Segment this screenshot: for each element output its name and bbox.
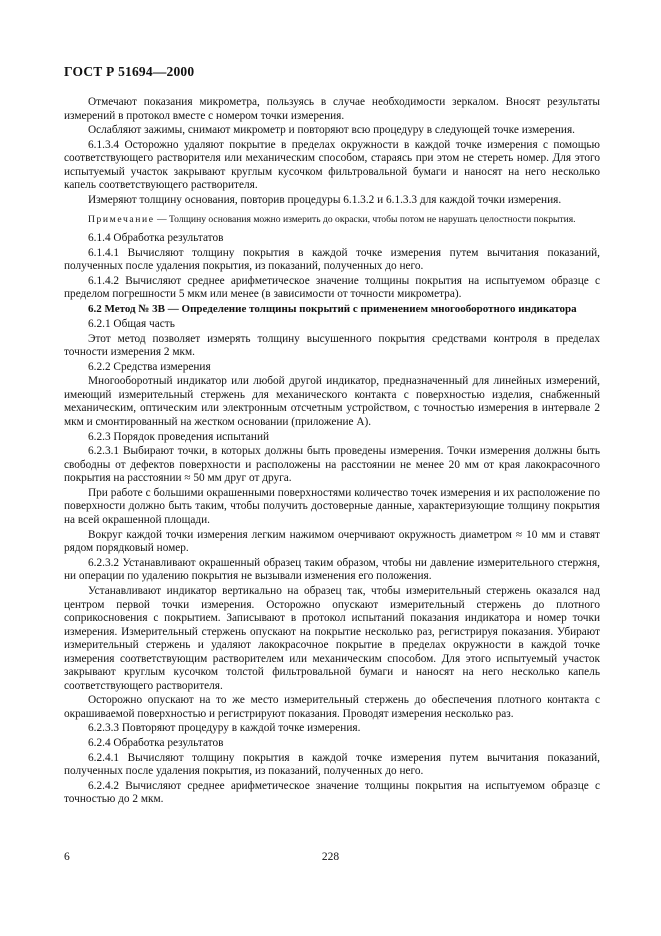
paragraph: 6.2.4.2 Вычисляют среднее арифметическое значение толщины покрытия на испытуемом образце с точностью до 2 мкм. (64, 779, 600, 806)
paragraph: Устанавливают индикатор вертикально на образец так, чтобы измерительный стержень оказался над центром первой точки измерения. Осторожно опускают измерительный стержень до плотного соприкосновения с покрытием. Записывают в протокол испытаний показания индикатора и номер точки измерения. Измерительный стержень опускают на покрытие несколько раз, регистрируя показания. Убирают измерительный стержень и удаляют лакокрасочное покрытие в пределах окружности в каждой точке измерения соответствующим растворителем или механическим способом. Для этого испытуемый участок закрывают круглым кусочком толстой фильтровальной бумаги и наносят на него несколько капель соответствующего растворителя. (64, 585, 600, 692)
paragraph: 6.2.4.1 Вычисляют толщину покрытия в каждой точке измерения путем вычитания показаний, полученных после удаления покрытия, из показаний, полученных до него. (64, 751, 600, 778)
paragraph: Вокруг каждой точки измерения легким нажимом очерчивают окружность диаметром ≈ 10 мм и ставят рядом порядковый номер. (64, 528, 600, 555)
paragraph: При работе с большими окрашенными поверхностями количество точек измерения и их расположение по поверхности должно быть таким, чтобы получить достоверные данные, характеризующие толщину покрытия на всей окрашенной площади. (64, 486, 600, 526)
paragraph: 6.2.3.2 Устанавливают окрашенный образец таким образом, чтобы ни давление измерительного стержня, ни операции по удалению покрытия не вызывали изменения его положения. (64, 556, 600, 583)
paragraph: 6.2.3.3 Повторяют процедуру в каждой точке измерения. (88, 722, 361, 735)
note (64, 214, 600, 227)
subsection-heading: 6.2.3 Порядок проведения испытаний (88, 430, 270, 443)
page-number-left: 6 (64, 851, 70, 863)
note-text: — Толщину основания можно измерить до окраски, чтобы потом не нарушать целостности покрытия. (154, 213, 576, 225)
section-heading: 6.2 Метод № 3В — Определение толщины покрытий с применением многооборотного индикатора (88, 303, 577, 316)
paragraph: Осторожно опускают на то же место измерительный стержень до обеспечения плотного контакта с окрашиваемой поверхностью и регистрируют показания. Проводят измерения несколько раз. (64, 694, 600, 720)
paragraph: Измеряют толщину основания, повторив процедуры 6.1.3.2 и 6.1.3.3 для каждой точки измерения. (88, 194, 562, 207)
paragraph: Отмечают показания микрометра, пользуясь в случае необходимости зеркалом. Вносят результаты измерений в протокол вместе с номером точки измерения. (64, 96, 600, 122)
document-header: ГОСТ Р 51694—2000 (64, 64, 195, 79)
paragraph: Многооборотный индикатор или любой другой индикатор, предназначенный для линейных измерений, имеющий измерительный стержень для механического контакта с поверхностью изделия, снабженный механическим, оптическим или электронным отсчетным устройством, с точностью измерения в интервале 2 мкм и смонтированный на жестком основании (приложение А). (64, 375, 600, 428)
subsection-heading: 6.2.2 Средства измерения (88, 360, 211, 373)
paragraph: Этот метод позволяет измерять толщину высушенного покрытия средствами контроля в пределах точности измерения 2 мкм. (64, 332, 600, 358)
subsection-heading: 6.2.1 Общая часть (88, 317, 175, 330)
paragraph: 6.1.4.2 Вычисляют среднее арифметическое значение толщины покрытия на испытуемом образце с пределом погрешности 5 мкм или менее (в зависимости от точности микрометра). (64, 274, 600, 301)
paragraph: 6.1.4.1 Вычисляют толщину покрытия в каждой точке измерения путем вычитания показаний, полученных после удаления покрытия, из показаний, полученных до него. (64, 246, 600, 273)
subsection-heading: 6.2.4 Обработка результатов (88, 737, 224, 750)
paragraph: 6.2.3.1 Выбирают точки, в которых должны быть проведены измерения. Точки измерения должны быть свободны от дефектов поверхности и расположены на расстоянии не менее 20 мм от края лакокрасочного покрытия на расстоянии ≈ 50 мм друг от друга. (64, 445, 600, 485)
page-number-center: 228 (321, 851, 340, 863)
document-body (64, 96, 600, 808)
note-label: Примечание (88, 213, 155, 225)
paragraph: 6.1.3.4 Осторожно удаляют покрытие в пределах окружности в каждой точке измерения с помощью соответствующего растворителя или механическим способом, стараясь при этом не стереть номер. Для этого испытуемый участок закрывают круглым кусочком фильтровальной бумаги и наносят на него несколько капель соответствующего растворителя. (64, 138, 600, 192)
paragraph: Ослабляют зажимы, снимают микрометр и повторяют всю процедуру в следующей точке измерения. (88, 124, 575, 137)
subsection-heading: 6.1.4 Обработка результатов (88, 232, 224, 245)
